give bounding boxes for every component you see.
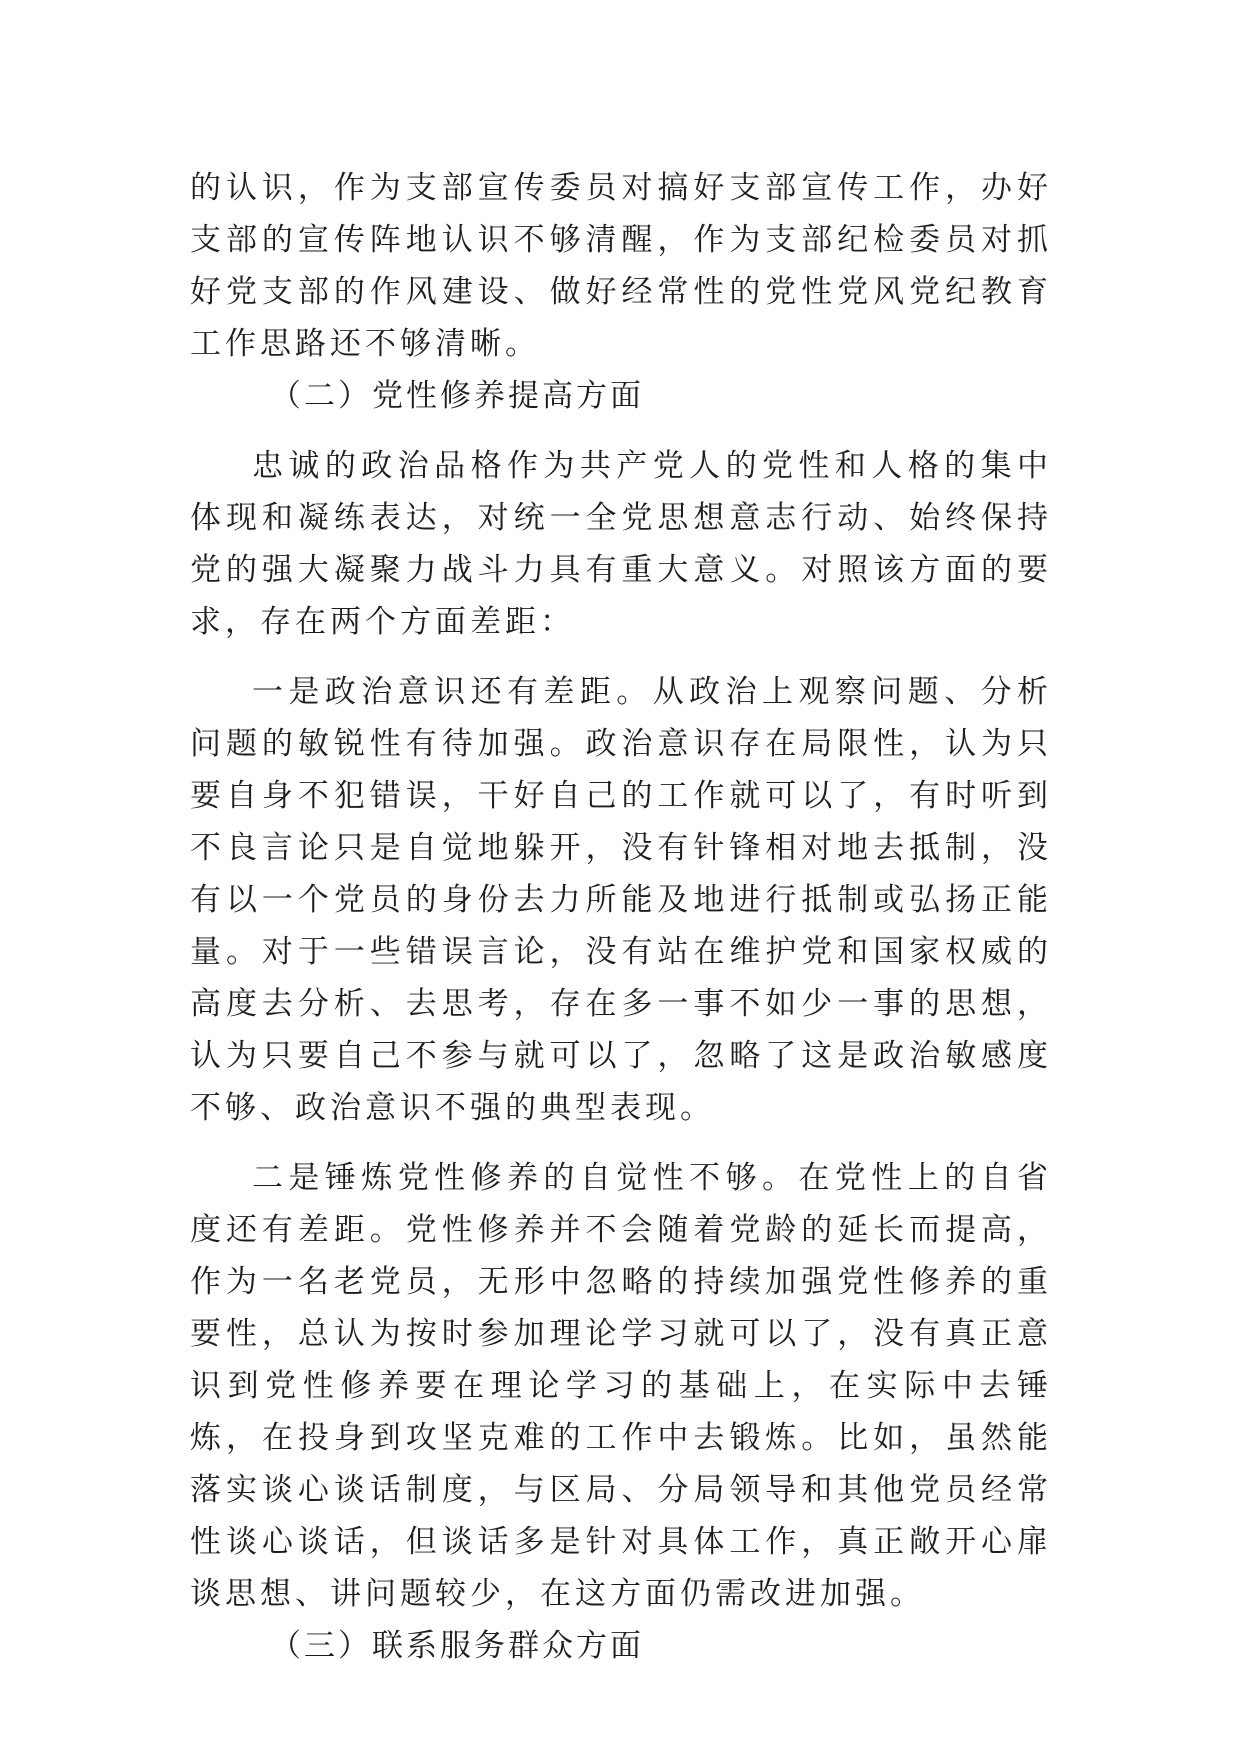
paragraph-loyalty: 忠诚的政治品格作为共产党人的党性和人格的集中体现和凝练表达，对统一全党思想意志行动、始终保持党的强大凝聚力战斗力具有重大意义。对照该方面的要求，存在两个方面差距： (190, 448, 1052, 640)
paragraph-continued: 的认识，作为支部宣传委员对搞好支部宣传工作，办好支部的宣传阵地认识不够清醒，作为支部纪检委员对抓好党支部的作风建设、做好经常性的党性党风党纪教育工作思路还不够清晰。 (190, 170, 1052, 362)
document-body (190, 162, 1052, 1672)
section-heading-2: （二）党性修养提高方面 (270, 378, 644, 414)
paragraph-political-awareness: 一是政治意识还有差距。从政治上观察问题、分析问题的敏锐性有待加强。政治意识存在局限性，认为只要自身不犯错误，干好自己的工作就可以了，有时听到不良言论只是自觉地躲开，没有针锋相对地去抵制，没有以一个党员的身份去力所能及地进行抵制或弘扬正能量。对于一些错误言论，没有站在维护党和国家权威的高度去分析、去思考，存在多一事不如少一事的思想，认为只要自己不参与就可以了，忽略了这是政治敏感度不够、政治意识不强的典型表现。 (190, 674, 1052, 1126)
paragraph-party-cultivation: 二是锤炼党性修养的自觉性不够。在党性上的自省度还有差距。党性修养并不会随着党龄的延长而提高，作为一名老党员，无形中忽略的持续加强党性修养的重要性，总认为按时参加理论学习就可以了，没有真正意识到党性修养要在理论学习的基础上，在实际中去锤炼，在投身到攻坚克难的工作中去锻炼。比如，虽然能落实谈心谈话制度，与区局、分局领导和其他党员经常性谈心谈话，但谈话多是针对具体工作，真正敞开心扉谈思想、讲问题较少，在这方面仍需改进加强。 (190, 1160, 1052, 1612)
section-heading-3: （三）联系服务群众方面 (270, 1628, 644, 1664)
